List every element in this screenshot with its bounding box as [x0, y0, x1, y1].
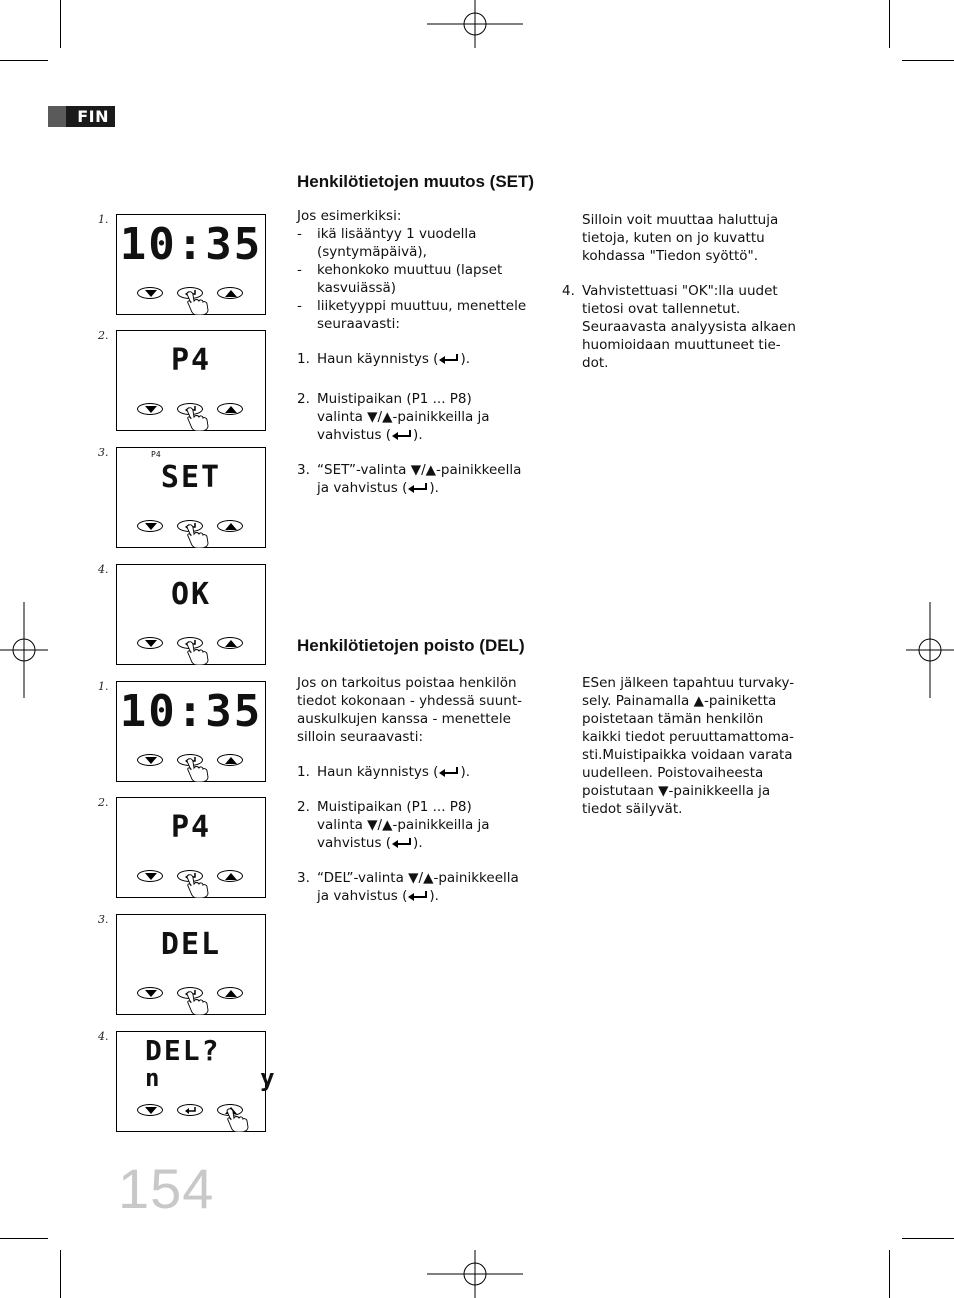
step-label: 4.	[98, 563, 109, 576]
enter-icon	[407, 891, 429, 901]
step-label: 1.	[98, 213, 109, 226]
set-bullet: ikä lisääntyy 1 vuodella (syntymäpäivä),	[317, 226, 477, 260]
up-button[interactable]	[217, 870, 243, 882]
up-button[interactable]	[217, 287, 243, 299]
enter-icon	[391, 838, 413, 848]
del-step-3: 3. “DEL”-valinta ▼/▲-painikkeella ja vahvistus ( ).	[297, 870, 519, 904]
down-button[interactable]	[137, 870, 163, 882]
lcd-panel	[116, 681, 266, 782]
set-bullet: liiketyyppi muuttuu, menettele seuraavasti:	[317, 298, 527, 332]
registration-mark-left	[0, 602, 48, 698]
up-arrow-icon	[225, 757, 237, 764]
up-arrow-icon	[225, 406, 237, 413]
down-arrow-icon	[145, 873, 157, 880]
set-intro: Jos esimerkiksi:	[297, 208, 402, 224]
up-button[interactable]	[217, 403, 243, 415]
lcd-small-indicator: P4	[151, 450, 161, 459]
del-left-column	[297, 674, 547, 905]
pressing-hand-icon	[185, 874, 211, 902]
lcd-display: 10:35	[119, 219, 263, 270]
down-arrow-icon	[145, 406, 157, 413]
step-label: 3.	[98, 446, 109, 459]
step-label: 2.	[98, 796, 109, 809]
lcd-panel	[116, 564, 266, 665]
down-button[interactable]	[137, 637, 163, 649]
language-tab	[48, 106, 115, 127]
set-left-column: Jos esimerkiksi: - ikä lisääntyy 1 vuodella (syntymäpäivä), - kehonkoko muuttuu (lapset kasvuiässä) - liiketyyppi muuttuu, menettele seuraavasti: 1. Haun käynnistys ( ). 2. Muistipaikan (P1 ... P8) valinta ▼/▲-painikkeilla ja vahvistus ( ). 3. “SET”-valinta ▼/▲-painikkeella ja vahvistus ( ).	[297, 207, 547, 497]
lcd-panel	[116, 214, 266, 315]
step-label: 3.	[98, 913, 109, 926]
step-label: 1.	[98, 680, 109, 693]
up-button[interactable]	[217, 754, 243, 766]
lcd-display: 10:35	[119, 686, 263, 737]
up-button[interactable]	[217, 637, 243, 649]
set-step-4: 4. Vahvistettuasi "OK":lla uudet tietosi ovat tallennetut. Seuraavasta analyysista alkaen huomioidaan muuttuneet tie-dot.	[562, 283, 796, 371]
pressing-hand-icon	[185, 407, 211, 435]
up-button[interactable]	[217, 520, 243, 532]
down-arrow-icon	[145, 1107, 157, 1114]
enter-icon	[438, 354, 460, 364]
lcd-display-second-line: n y	[145, 1064, 277, 1092]
down-button[interactable]	[137, 1104, 163, 1116]
section-title-set: Henkilötietojen muutos (SET)	[297, 172, 535, 191]
down-arrow-icon	[145, 990, 157, 997]
up-arrow-icon	[225, 873, 237, 880]
del-right-paragraph: ESen jälkeen tapahtuu turvaky-sely. Painamalla ▲-painiketta poistetaan tämän henkilön kaikki tiedot peruuttamattoma-sti.Muistipaikka voidaan varata uudelleen. Poistovaiheesta poistutaan ▼-painikkeella ja tiedot säilyvät.	[582, 675, 795, 817]
up-arrow-icon	[225, 290, 237, 297]
down-arrow-icon	[145, 290, 157, 297]
del-right-column	[582, 674, 804, 818]
pressing-hand-icon	[225, 1108, 251, 1136]
page-number: 154	[118, 1157, 215, 1220]
set-bullet: kehonkoko muuttuu (lapset kasvuiässä)	[317, 262, 503, 296]
pressing-hand-icon	[185, 641, 211, 669]
registration-mark-right	[906, 602, 954, 698]
language-label: FIN	[77, 107, 109, 126]
up-arrow-icon	[225, 640, 237, 647]
lcd-display: DEL	[160, 927, 222, 962]
down-button[interactable]	[137, 987, 163, 999]
registration-mark-bottom	[427, 1250, 523, 1298]
set-right-column	[562, 211, 802, 372]
enter-icon	[185, 1107, 197, 1115]
lcd-panel	[116, 447, 266, 548]
lcd-panel	[116, 1031, 277, 1132]
pressing-hand-icon	[185, 758, 211, 786]
registration-mark-top	[427, 0, 523, 48]
down-button[interactable]	[137, 287, 163, 299]
set-step-1: 1. Haun käynnistys ( ).	[297, 351, 471, 367]
lcd-display: DEL?	[145, 1034, 221, 1067]
set-step-2: 2. Muistipaikan (P1 ... P8) valinta ▼/▲-painikkeilla ja vahvistus ( ).	[297, 391, 490, 443]
down-button[interactable]	[137, 520, 163, 532]
step-label: 4.	[98, 1030, 109, 1043]
lcd-panel	[116, 330, 266, 431]
enter-icon	[407, 483, 429, 493]
enter-button[interactable]	[177, 1104, 203, 1116]
del-intro: Jos on tarkoitus poistaa henkilön tiedot kokonaan - yhdessä suunt-auskulkujen kanssa - menettele silloin seuraavasti:	[297, 675, 522, 745]
down-arrow-icon	[145, 523, 157, 530]
pressing-hand-icon	[185, 991, 211, 1019]
del-step-1: 1. Haun käynnistys ( ).	[297, 764, 471, 780]
pressing-hand-icon	[185, 524, 211, 552]
section-title-del: Henkilötietojen poisto (DEL)	[297, 636, 525, 655]
set-right-paragraph: Silloin voit muuttaa haluttuja tietoja, kuten on jo kuvattu kohdassa "Tiedon syöttö".	[582, 212, 779, 264]
lcd-panel	[116, 914, 266, 1015]
step-label: 2.	[98, 329, 109, 342]
enter-icon	[391, 430, 413, 440]
down-arrow-icon	[145, 640, 157, 647]
down-button[interactable]	[137, 403, 163, 415]
set-step-3: 3. “SET”-valinta ▼/▲-painikkeella ja vahvistus ( ).	[297, 462, 522, 496]
lcd-display: OK	[170, 577, 212, 612]
lcd-panel	[116, 797, 266, 898]
lcd-display: SET	[160, 460, 222, 495]
enter-icon	[438, 767, 460, 777]
pressing-hand-icon	[185, 291, 211, 319]
down-arrow-icon	[145, 757, 157, 764]
up-arrow-icon	[225, 990, 237, 997]
lcd-display: P4	[170, 343, 212, 378]
del-step-2: 2. Muistipaikan (P1 ... P8) valinta ▼/▲-painikkeilla ja vahvistus ( ).	[297, 799, 490, 851]
down-button[interactable]	[137, 754, 163, 766]
up-arrow-icon	[225, 523, 237, 530]
lcd-display: P4	[170, 810, 212, 845]
up-button[interactable]	[217, 987, 243, 999]
